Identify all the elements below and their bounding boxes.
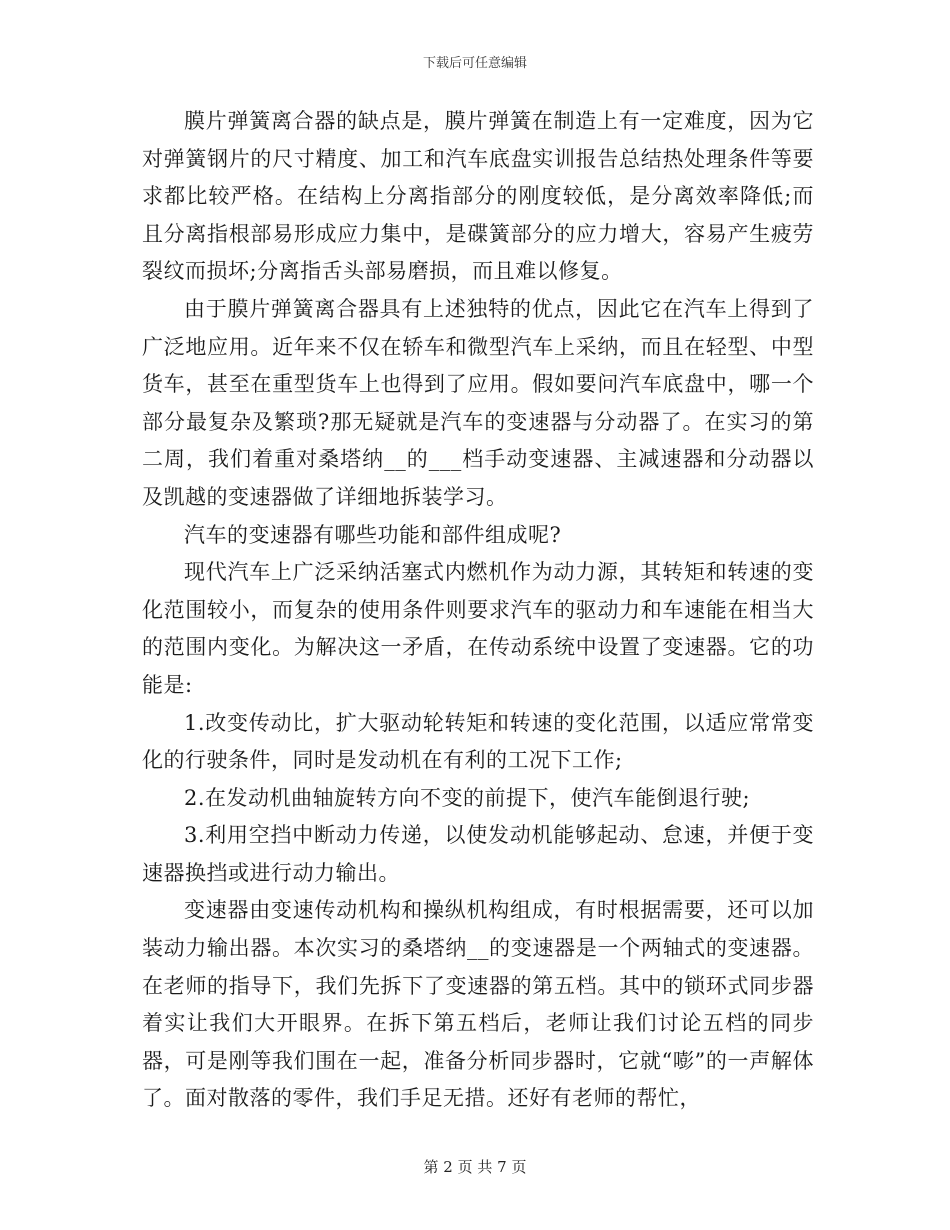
paragraph-gearbox-structure: 变速器由变速传动机构和操纵机构组成，有时根据需要，还可以加装动力输出器。本次实习的桑塔纳__的变速器是一个两轴式的变速器。在老师的指导下，我们先拆下了变速器的第五档。其中的锁环式同步器着实让我们大开眼界。在拆下第五档后，老师让我们讨论五档的同步器，可是刚等我们围在一起，准备分析同步器时，它就“嘭”的一声解体了。面对散落的零件，我们手足无措。还好有老师的帮忙，	[142, 898, 814, 1111]
paragraph-function-2: 2.在发动机曲轴旋转方向不变的前提下，使汽车能倒退行驶;	[184, 785, 751, 810]
page-footer: 第 2 页 共 7 页	[423, 1158, 527, 1176]
paragraph-gearbox-question: 汽车的变速器有哪些功能和部件组成呢?	[184, 522, 562, 547]
document-body	[142, 103, 814, 1118]
page-header: 下载后可任意编辑	[422, 56, 527, 71]
paragraph-function-3: 3.利用空挡中断动力传递，以使发动机能够起动、怠速，并便于变速器换挡或进行动力输出。	[142, 823, 814, 885]
paragraph-clutch-drawbacks: 膜片弹簧离合器的缺点是，膜片弹簧在制造上有一定难度，因为它对弹簧钢片的尺寸精度、加工和汽车底盘实训报告总结热处理条件等要求都比较严格。在结构上分离指部分的刚度较低，是分离效率降低;而且分离指根部易形成应力集中，是碟簧部分的应力增大，容易产生疲劳裂纹而损坏;分离指舌头部易磨损，而且难以修复。	[142, 109, 814, 284]
paragraph-gearbox-purpose: 现代汽车上广泛采纳活塞式内燃机作为动力源，其转矩和转速的变化范围较小，而复杂的使用条件则要求汽车的驱动力和车速能在相当大的范围内变化。为解决这一矛盾，在传动系统中设置了变速器。它的功能是:	[142, 560, 814, 697]
paragraph-function-1: 1.改变传动比，扩大驱动轮转矩和转速的变化范围，以适应常常变化的行驶条件，同时是发动机在有利的工况下工作;	[142, 710, 814, 773]
paragraph-clutch-application: 由于膜片弹簧离合器具有上述独特的优点，因此它在汽车上得到了广泛地应用。近年来不仅在轿车和微型汽车上采纳，而且在轻型、中型货车，甚至在重型货车上也得到了应用。假如要问汽车底盘中，哪一个部分最复杂及繁琐?那无疑就是汽车的变速器与分动器了。在实习的第二周，我们着重对桑塔纳__的___档手动变速器、主减速器和分动器以及凯越的变速器做了详细地拆装学习。	[142, 296, 814, 509]
